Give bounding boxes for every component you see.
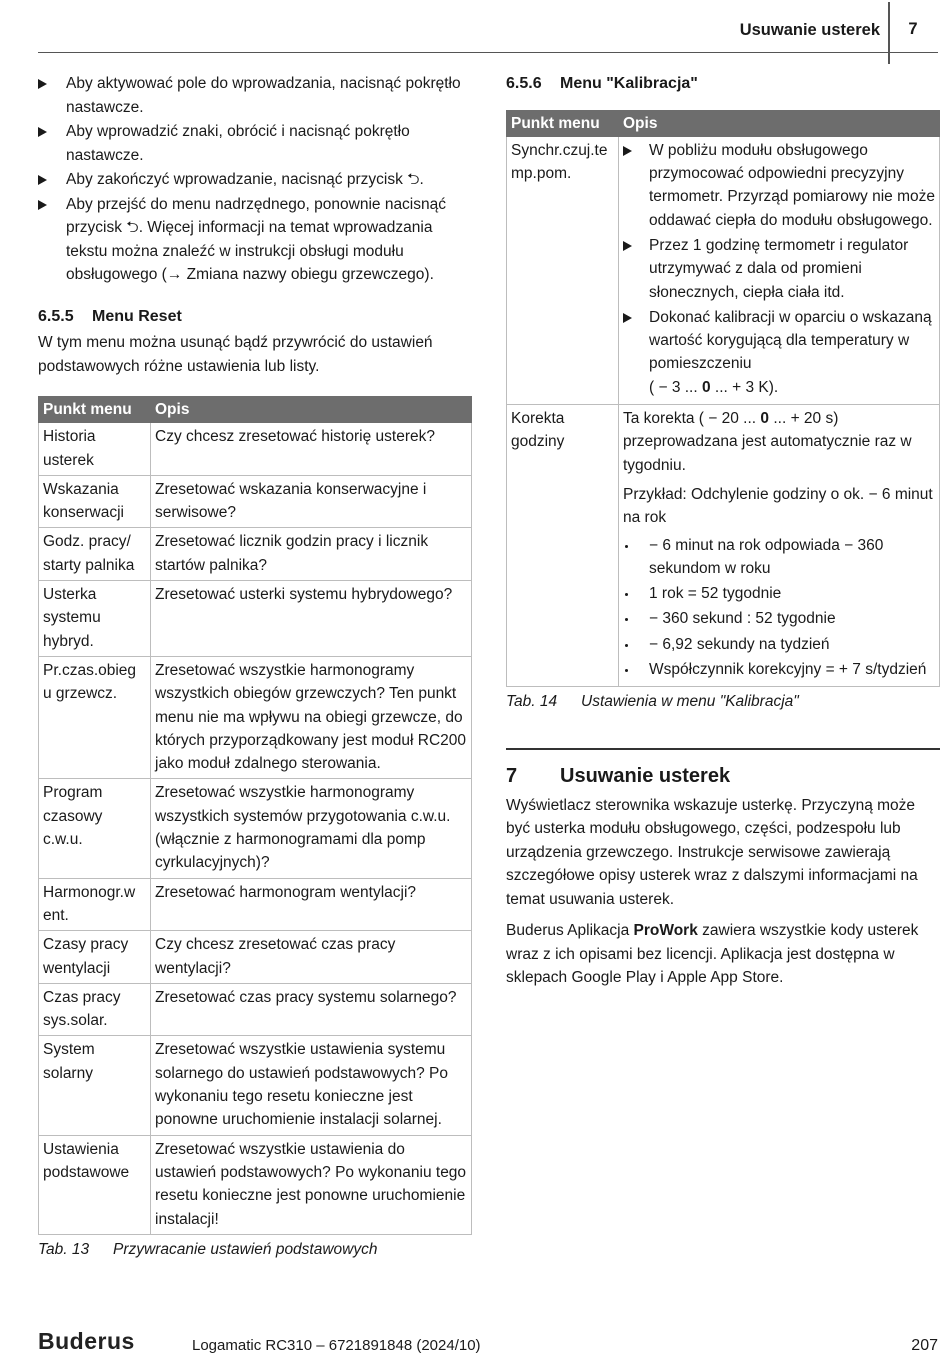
table-cell-menu-item: Korekta godziny [507, 405, 619, 687]
table-cell-description: Zresetować usterki systemu hybrydowego? [151, 581, 472, 657]
table-cell-description [619, 405, 940, 687]
list-item [623, 582, 935, 605]
section-title: Menu "Kalibracja" [560, 75, 698, 92]
table-header-menu-item: Punkt menu [39, 397, 151, 423]
section-number: 6.5.5 [38, 307, 74, 325]
table-header-row [39, 397, 472, 423]
header-divider [38, 52, 938, 53]
example-text: Przykład: Odchylenie godziny o ok. − 6 minut na rok [623, 485, 933, 527]
reset-table [38, 396, 472, 1235]
list-item [623, 658, 935, 681]
app-name: ProWork [633, 922, 698, 940]
table-cell-menu-item: Godz. pracy/ starty palnika [39, 528, 151, 581]
table-cell-description: Czy chcesz zresetować czas pracy wentylacji? [151, 931, 472, 984]
table-row [39, 581, 472, 657]
dot-bullet-icon [625, 644, 628, 647]
footer-document-id: Logamatic RC310 – 6721891848 (2024/10) [192, 1337, 481, 1354]
caption-label: Tab. 13 [38, 1240, 90, 1258]
table-cell-description: Zresetować wskazania konserwacyjne i serwisowe? [151, 475, 472, 528]
table-row [507, 405, 940, 687]
table-row [507, 136, 940, 404]
table-cell-menu-item: System solarny [39, 1036, 151, 1135]
list-item [623, 534, 935, 581]
triangle-bullet-icon [38, 79, 47, 89]
header-title: Usuwanie usterek [739, 21, 880, 39]
list-item-text: − 6,92 sekundy na tydzień [649, 635, 830, 653]
instruction-list [38, 72, 472, 287]
table-cell-description: Zresetować wszystkie ustawienia systemu solarnego do ustawień podstawowych? Po wykonaniu tego resetu konieczne jest ponowne uruchomienie instalacji solarnej. [151, 1036, 472, 1135]
list-item-text: Aby zakończyć wprowadzanie, nacisnąć przycisk ⮌. [66, 171, 424, 188]
correction-text [623, 407, 935, 477]
table-cell-menu-item: Wskazania konserwacji [39, 475, 151, 528]
table-cell-menu-item [507, 136, 619, 404]
chapter-divider [506, 748, 940, 750]
table-cell-menu-item: Harmonogr.w ent. [39, 878, 151, 931]
table-cell-description: Zresetować harmonogram wentylacji? [151, 878, 472, 931]
list-item [38, 120, 472, 167]
list-item-text: Współczynnik korekcyjny = + 7 s/tydzień [649, 661, 927, 679]
section-heading-656 [506, 72, 940, 96]
table-caption [506, 690, 940, 714]
dot-bullet-icon [625, 618, 628, 621]
table-header-row [507, 110, 940, 136]
table-cell-description: Zresetować wszystkie harmonogramy wszystkich systemów przygotowania c.w.u. (włącznie z harmonogramami dla pomp cyrkulacyjnych)? [151, 779, 472, 878]
caption-text: Przywracanie ustawień podstawowych [113, 1240, 378, 1258]
range-default: 0 [701, 378, 711, 396]
dot-bullet-icon [625, 545, 628, 548]
list-item-text: 1 rok = 52 tygodnie [649, 585, 782, 603]
table-row [39, 656, 472, 778]
table-cell-menu-item: Ustawienia podstawowe [39, 1135, 151, 1234]
list-item [623, 607, 935, 630]
section-title: Menu Reset [92, 307, 182, 325]
list-item-text: Przez 1 godzinę termometr i regulator utrzymywać z dala od promieni słonecznych, ciepła ciała itd. [649, 236, 909, 301]
table-cell-menu-item: Program czasowy c.w.u. [39, 779, 151, 878]
text: Buderus Aplikacja [506, 922, 634, 940]
list-item-text: Aby aktywować pole do wprowadzania, nacisnąć pokrętło nastawcze. [66, 75, 461, 116]
table-cell-menu-item: Pr.czas.obieg u grzewcz. [39, 656, 151, 778]
list-item [623, 633, 935, 656]
table-cell-description: Zresetować wszystkie ustawienia do ustawień podstawowych? Po wykonaniu tego resetu konieczne jest ponowne uruchomienie instalacji! [151, 1135, 472, 1234]
text: Ta korekta ( − 20 ... [623, 410, 761, 428]
dot-bullet-icon [625, 593, 628, 596]
correction-default: 0 [760, 410, 770, 428]
list-item [38, 193, 472, 287]
chapter-heading [506, 762, 940, 790]
section-heading-655 [38, 305, 472, 329]
caption-text: Ustawienia w menu "Kalibracja" [581, 693, 799, 711]
chapter-number: 7 [506, 764, 518, 787]
list-item-text: − 6 minut na rok odpowiada − 360 sekundom w roku [649, 536, 884, 577]
section-intro: W tym menu można usunąć bądź przywrócić do ustawień podstawowych różne ustawienia lub listy. [38, 334, 433, 375]
triangle-bullet-icon [38, 175, 47, 185]
list-item [623, 306, 935, 399]
caption-label: Tab. 14 [506, 693, 558, 711]
table-row [39, 475, 472, 528]
list-item-text: Dokonać kalibracji w oparciu o wskazaną wartość korygującą dla temperatury w pomieszczeniu [649, 308, 932, 373]
text: ... + 20 s) przeprowadzana jest automatycznie raz w tygodniu. [623, 410, 912, 474]
triangle-bullet-icon [38, 200, 47, 210]
chapter-title: Usuwanie usterek [560, 764, 731, 787]
triangle-bullet-icon [38, 127, 47, 137]
chapter-paragraph: Wyświetlacz sterownika wskazuje usterkę. Przyczyną może być usterka modułu obsługowego, części, podzespołu lub urządzenia grzewczego. Instrukcje serwisowe zawierają szczegółowe opisy usterek wraz z dalszymi informacjami na temat usuwania usterek. [506, 796, 918, 908]
header-chapter-number: 7 [888, 2, 936, 64]
table-row [39, 779, 472, 878]
example-steps-list [623, 534, 935, 682]
page-number: 207 [911, 1337, 938, 1354]
table-caption [38, 1238, 472, 1262]
range-text: ... + 3 K). [710, 378, 779, 396]
table-cell-menu-item: Czas pracy sys.solar. [39, 983, 151, 1036]
table-header-menu-item: Punkt menu [507, 110, 619, 136]
table-cell-menu-item: Historia usterek [39, 423, 151, 476]
table-cell-description: Zresetować wszystkie harmonogramy wszystkich obiegów grzewczych? Ten punkt menu nie ma wpływu na obiegi grzewcze, do których przyporządkowany jest moduł RC200 jako moduł zdalnego sterowania. [151, 656, 472, 778]
list-item [623, 234, 935, 304]
text: zawiera wszystkie kody usterek wraz z ich opisami bez licencji. Aplikacja jest dostępna w sklepach Google Play i Apple App Store. [506, 922, 919, 987]
table-header-description: Opis [619, 110, 940, 136]
table-cell-description: Zresetować licznik godzin pracy i licznik startów palnika? [151, 528, 472, 581]
table-row [39, 1036, 472, 1135]
list-item-text: W pobliżu modułu obsługowego przymocować odpowiedni precyzyjny termometr. Przyrząd pomiarowy nie może oddawać ciepła do modułu obsługowego. [649, 141, 935, 229]
list-item-text: − 360 sekund : 52 tygodnie [649, 610, 836, 628]
list-item-text: Aby wprowadzić znaki, obrócić i nacisnąć pokrętło nastawcze. [66, 123, 410, 164]
left-column [38, 72, 472, 1261]
triangle-bullet-icon [623, 313, 632, 323]
list-item [38, 168, 472, 192]
table-cell-description: Zresetować czas pracy systemu solarnego? [151, 983, 472, 1036]
calibration-table [506, 110, 940, 688]
table-cell-description: Czy chcesz zresetować historię usterek? [151, 423, 472, 476]
table-row [39, 1135, 472, 1234]
table-row [39, 528, 472, 581]
triangle-bullet-icon [623, 241, 632, 251]
list-item [38, 72, 472, 119]
chapter-paragraph [506, 919, 940, 990]
brand-logo: Buderus [38, 1328, 135, 1354]
table-row [39, 423, 472, 476]
list-item-text: Aby przejść do menu nadrzędnego, ponownie nacisnąć przycisk ⮌. Więcej informacji na temat wprowadzania tekstu można znaleźć w instrukcji obsługi modułu obsługowego (→ Zmiana nazwy obiegu grzewczego). [66, 195, 446, 283]
table-row [39, 878, 472, 931]
section-number: 6.5.6 [506, 75, 542, 92]
cell-text: Synchr.czuj.temp.pom. [511, 141, 608, 183]
dot-bullet-icon [625, 669, 628, 672]
table-header-description: Opis [151, 397, 472, 423]
calibration-steps-list [623, 139, 935, 399]
table-cell-description [619, 136, 940, 404]
table-row [39, 931, 472, 984]
table-row [39, 983, 472, 1036]
table-cell-menu-item: Czasy pracy wentylacji [39, 931, 151, 984]
range-text: ( − 3 ... [649, 378, 702, 396]
triangle-bullet-icon [623, 146, 632, 156]
right-column [506, 72, 940, 998]
table-cell-menu-item: Usterka systemu hybryd. [39, 581, 151, 657]
list-item [623, 139, 935, 232]
